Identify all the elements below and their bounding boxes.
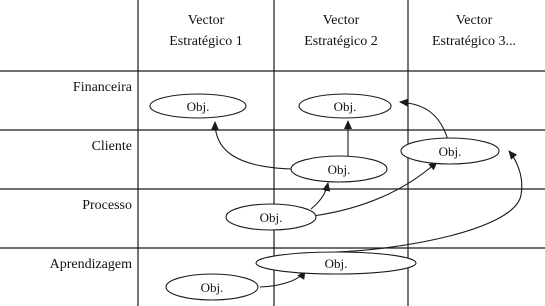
column-header-3-line2: Estratégico 3... [432,34,516,49]
objective-label: Obj. [327,162,351,177]
objective-label: Obj. [186,99,210,114]
objective-label: Obj. [333,99,357,114]
row-label-aprendizagem: Aprendizagem [49,257,132,272]
objective-label: Obj. [324,256,348,271]
row-labels [50,80,133,272]
objectives [150,94,499,300]
row-label-cliente: Cliente [91,139,132,154]
column-header-1-line1: Vector [187,13,225,28]
arrow-pro1-to-cli2 [311,183,328,209]
row-label-financeira: Financeira [72,80,132,95]
arrow-cli3-to-fin2 [400,102,448,140]
objective-aprendizagem-1 [166,274,258,300]
objective-aprendizagem-wide [256,252,416,274]
objective-financeira-2 [299,94,391,118]
column-header-2-line1: Vector [322,13,360,28]
column-header-2-line2: Estratégico 2 [304,34,378,49]
column-headers [169,13,516,49]
objective-cliente-2 [291,156,387,182]
row-label-processo: Processo [82,198,132,213]
objective-financeira-1 [150,94,246,118]
objective-label: Obj. [200,280,224,295]
objective-label: Obj. [259,210,283,225]
arrow-cli2-to-fin1 [215,122,292,169]
column-header-3-line1: Vector [455,13,493,28]
arrow-apr1-to-aprwide [260,271,305,287]
objective-processo-1 [226,204,316,230]
objective-label: Obj. [438,144,462,159]
column-header-1-line2: Estratégico 1 [169,34,243,49]
objective-cliente-3 [401,138,499,164]
